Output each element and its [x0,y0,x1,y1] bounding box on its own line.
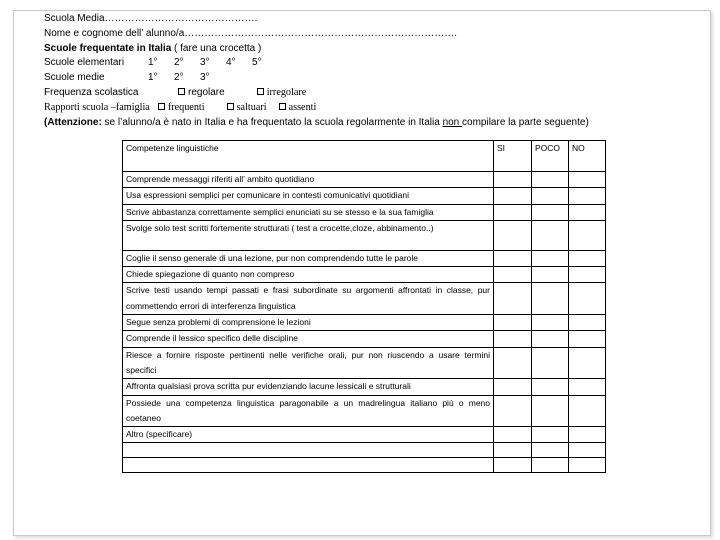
competence-text: Usa espressioni semplici per comunicare in contesti comunicativi quotidiani [123,188,494,204]
relations-frequent-label: frequenti [167,101,205,113]
attention-non: non [442,116,463,128]
competence-text: Chiede spiegazione di quanto non compreso [123,267,494,283]
attendance-regular-label: regolare [188,86,225,98]
attention-label: (Attenzione: [44,116,102,128]
competence-text: Riesce a fornire risposte pertinenti nelle verifiche orali, pur non riuscendo a usare termini specifici [123,347,494,379]
poco-cell[interactable] [532,220,569,250]
no-cell[interactable] [569,204,606,220]
si-cell[interactable] [494,188,532,204]
relations-frequent-checkbox[interactable] [158,103,165,110]
competence-heading: Competenze linguistiche [123,141,494,172]
attendance-regular-checkbox[interactable] [178,88,185,95]
middle-year-1[interactable]: 1° [148,72,158,84]
poco-cell[interactable] [532,427,569,443]
elementary-year-1[interactable]: 1° [148,57,158,69]
col-no-heading: NO [569,141,606,172]
attendance-irregular-label: irregolare [266,86,307,98]
elementary-label: Scuole elementari [44,57,125,69]
si-cell[interactable] [494,331,532,347]
poco-cell[interactable] [532,458,569,473]
table-row [123,331,606,347]
no-cell[interactable] [569,395,606,427]
elementary-year-3[interactable]: 3° [200,57,210,69]
no-cell[interactable] [569,188,606,204]
si-cell[interactable] [494,395,532,427]
poco-cell[interactable] [532,204,569,220]
table-row [123,188,606,204]
competence-text: Affronta qualsiasi prova scritta pur evidenziando lacune lessicali e strutturali [123,379,494,395]
middle-label: Scuole medie [44,72,105,84]
no-cell[interactable] [569,220,606,250]
middle-year-2[interactable]: 2° [174,72,184,84]
poco-cell[interactable] [532,172,569,188]
poco-cell[interactable] [532,250,569,266]
relations-absent-label: assenti [288,101,317,113]
middle-line [44,71,714,86]
schools-attended-title: Scuole frequentate in Italia [44,42,172,54]
table-row [123,443,606,458]
schools-attended-note: ( fare una crocetta ) [171,42,262,54]
si-cell[interactable] [494,172,532,188]
elementary-year-4[interactable]: 4° [226,57,236,69]
table-row [123,267,606,283]
elementary-year-5[interactable]: 5° [252,57,262,69]
student-name-line: Nome e cognome dell’ alunno/a………………………………………………………………………. [44,27,458,39]
competence-text: Scrive abbastanza correttamente semplici enunciati su se stesso e la sua famiglia [123,204,494,220]
table-row [123,220,606,250]
si-cell[interactable] [494,204,532,220]
elementary-line [44,56,714,71]
poco-cell[interactable] [532,347,569,379]
no-cell[interactable] [569,331,606,347]
table-row [123,315,606,331]
table-header-row [123,141,606,172]
si-cell[interactable] [494,379,532,395]
competence-text: Comprende messaggi riferiti all’ ambito quotidiano [123,172,494,188]
no-cell[interactable] [569,379,606,395]
schools-attended-line [44,42,714,57]
attendance-line [44,86,714,101]
si-cell[interactable] [494,427,532,443]
relations-occasional-label: saltuari [236,101,267,113]
si-cell[interactable] [494,443,532,458]
no-cell[interactable] [569,443,606,458]
attention-end: compilare la parte seguente) [462,116,589,128]
poco-cell[interactable] [532,379,569,395]
si-cell[interactable] [494,458,532,473]
table-row [123,250,606,266]
competence-text[interactable] [123,458,494,473]
table-row [123,395,606,427]
si-cell[interactable] [494,250,532,266]
si-cell[interactable] [494,283,532,315]
relations-absent-checkbox[interactable] [279,103,286,110]
table-row [123,458,606,473]
si-cell[interactable] [494,220,532,250]
form-header [44,12,714,130]
si-cell[interactable] [494,267,532,283]
competence-text: Coglie il senso generale di una lezione, pur non comprendendo tutte le parole [123,250,494,266]
relations-occasional-checkbox[interactable] [227,103,234,110]
competence-text: Svolge solo test scritti fortemente strutturati ( test a crocette,cloze, abbinamento..) [123,220,494,250]
poco-cell[interactable] [532,315,569,331]
poco-cell[interactable] [532,395,569,427]
table-row [123,172,606,188]
poco-cell[interactable] [532,443,569,458]
table-row [123,283,606,315]
school-line: Scuola Media………………………………………. [44,13,258,24]
competence-text[interactable] [123,443,494,458]
attendance-label: Frequenza scolastica [44,86,139,98]
competence-text: Segue senza problemi di comprensione le lezioni [123,315,494,331]
elementary-year-2[interactable]: 2° [174,57,184,69]
competence-text: Comprende il lessico specifico delle discipline [123,331,494,347]
poco-cell[interactable] [532,188,569,204]
no-cell[interactable] [569,172,606,188]
table-row [123,347,606,379]
col-poco-heading: POCO [532,141,569,172]
table-row [123,204,606,220]
relations-label: Rapporti scuola –famiglia [44,101,150,113]
poco-cell[interactable] [532,283,569,315]
attention-text: se l’alunno/a è nato in Italia e ha frequentato la scuola regolarmente in Italia [101,116,440,128]
competence-text: Scrive testi usando tempi passati e frasi subordinate su argomenti affrontati in classe, pur commettendo errori di interferenza linguistica [123,283,494,315]
no-cell[interactable] [569,427,606,443]
no-cell[interactable] [569,267,606,283]
poco-cell[interactable] [532,267,569,283]
middle-year-3[interactable]: 3° [200,72,210,84]
relations-line [44,101,714,116]
no-cell[interactable] [569,347,606,379]
poco-cell[interactable] [532,331,569,347]
table-row [123,379,606,395]
si-cell[interactable] [494,347,532,379]
no-cell[interactable] [569,315,606,331]
competence-text[interactable]: Altro (specificare) [123,427,494,443]
competence-table [122,140,606,473]
attention-line [44,116,714,131]
attendance-irregular-checkbox[interactable] [257,88,264,95]
si-cell[interactable] [494,315,532,331]
competence-text: Possiede una competenza linguistica paragonabile a un madrelingua italiano più o meno coetaneo [123,395,494,427]
col-si-heading: SI [494,141,532,172]
table-row [123,427,606,443]
no-cell[interactable] [569,250,606,266]
no-cell[interactable] [569,283,606,315]
no-cell[interactable] [569,458,606,473]
